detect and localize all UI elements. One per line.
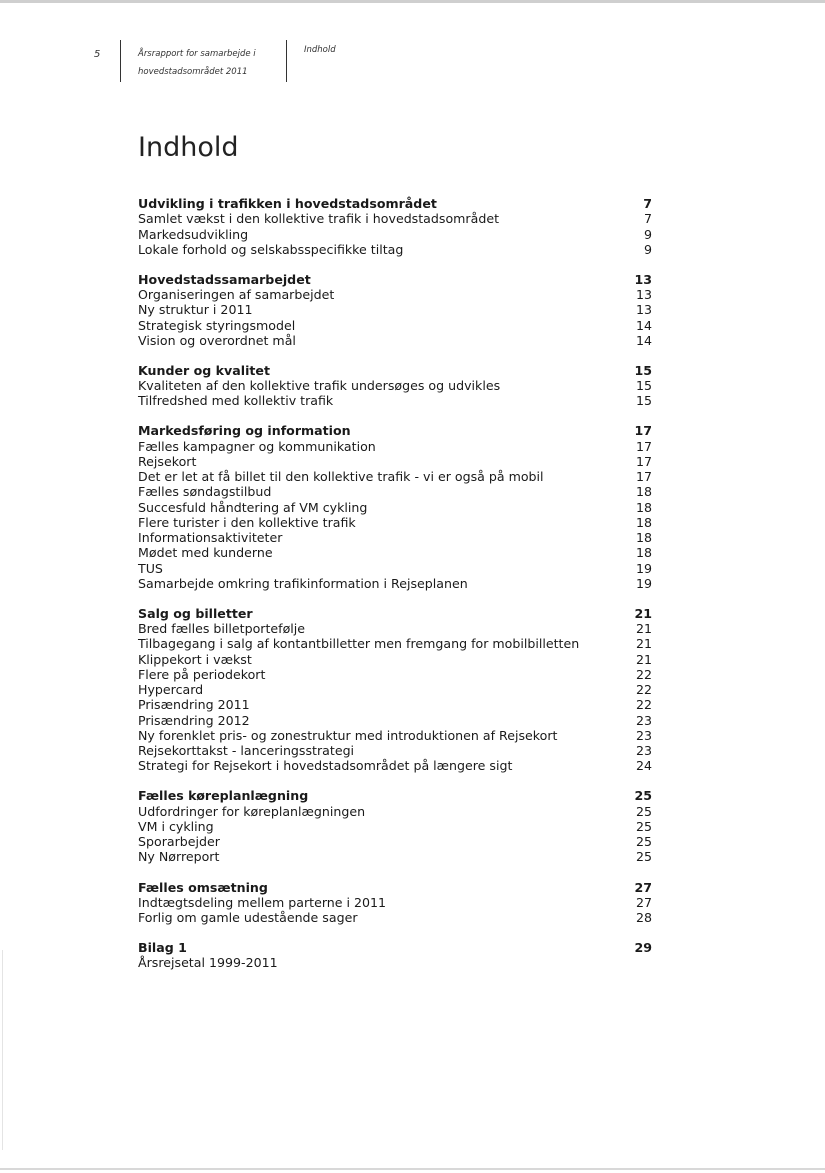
toc-entry[interactable] (138, 834, 652, 849)
toc-entry-label: Indtægtsdeling mellem parterne i 2011 (138, 894, 387, 910)
toc-entry[interactable] (138, 439, 652, 454)
toc-entry-label: Succesfuld håndtering af VM cykling (138, 499, 368, 515)
toc-entry-page: 9 (643, 241, 652, 257)
toc-entry-label: Prisændring 2012 (138, 712, 250, 728)
toc-entry-page: 18 (635, 499, 652, 515)
toc-entry[interactable] (138, 242, 652, 257)
toc-entry[interactable] (138, 211, 652, 226)
toc-entry-page: 22 (635, 697, 652, 713)
toc-entry[interactable] (138, 454, 652, 469)
toc-section-heading[interactable] (138, 363, 652, 378)
toc-section (138, 196, 652, 257)
toc-entry-page: 13 (635, 302, 652, 318)
toc-entry-label: Lokale forhold og selskabsspecifikke tiltag (138, 241, 404, 257)
toc-entry-label: Fælles kampagner og kommunikation (138, 438, 376, 454)
toc-entry[interactable] (138, 849, 652, 864)
toc-section (138, 606, 652, 774)
toc-heading-label: Udvikling i trafikken i hovedstadsområdet (138, 196, 437, 211)
toc-heading-label: Bilag 1 (138, 940, 187, 956)
toc-entry-label: Informationsaktiviteter (138, 530, 283, 546)
toc-entry-page: 9 (643, 226, 652, 242)
toc-section-heading[interactable] (138, 880, 652, 895)
toc-section (138, 788, 652, 864)
toc-entry-label: Klippekort i vækst (138, 651, 252, 667)
toc-section-heading[interactable] (138, 606, 652, 621)
toc-entry-label: Tilbagegang i salg af kontantbilletter men fremgang for mobilbilletten (138, 636, 580, 652)
toc-entry-label: TUS (138, 560, 163, 576)
toc-entry-page: 28 (635, 910, 652, 926)
toc-entry[interactable] (138, 484, 652, 499)
toc-entry[interactable] (138, 758, 652, 773)
toc-heading-page: 25 (634, 788, 652, 804)
toc-entry-label: Tilfredshed med kollektiv trafik (138, 393, 334, 409)
header-divider (286, 40, 287, 82)
toc-heading-page: 13 (634, 271, 652, 287)
toc-entry-label: Flere turister i den kollektive trafik (138, 514, 356, 530)
toc-entry[interactable] (138, 819, 652, 834)
toc-entry[interactable] (138, 318, 652, 333)
toc-heading-page: 27 (634, 879, 652, 895)
toc-heading-label: Fælles køreplanlægning (138, 788, 309, 804)
toc-heading-page: 17 (634, 423, 652, 439)
toc-entry-page: 25 (635, 834, 652, 850)
report-title-line1: Årsrapport for samarbejde i (138, 49, 256, 59)
toc-entry[interactable] (138, 545, 652, 560)
page-title: Indhold (138, 132, 239, 163)
toc-entry-label: Udfordringer for køreplanlægningen (138, 803, 366, 819)
toc-entry[interactable] (138, 393, 652, 408)
toc-section (138, 272, 652, 348)
toc-entry-label: Rejsekorttakst - lanceringsstrategi (138, 743, 355, 759)
toc-entry-label: Hypercard (138, 682, 204, 698)
toc-entry-label: Samlet vækst i den kollektive trafik i hovedstadsområdet (138, 211, 500, 227)
toc-entry-page: 27 (635, 894, 652, 910)
toc-entry-label: Flere på periodekort (138, 666, 266, 682)
scan-bottom-edge (0, 1168, 825, 1170)
toc-entry[interactable] (138, 561, 652, 576)
toc-heading-label: Salg og billetter (138, 605, 253, 621)
toc-entry[interactable] (138, 713, 652, 728)
toc-entry-label: VM i cykling (138, 818, 214, 834)
toc-entry-label: Ny struktur i 2011 (138, 302, 253, 318)
toc-entry[interactable] (138, 530, 652, 545)
toc-entry-label: Strategi for Rejsekort i hovedstadsområdet på længere sigt (138, 758, 513, 774)
toc-section-heading[interactable] (138, 788, 652, 803)
toc-entry-page: 13 (635, 287, 652, 303)
toc-entry-label: Kvaliteten af den kollektive trafik undersøges og udvikles (138, 378, 501, 394)
toc-section (138, 940, 652, 971)
toc-entry-page: 19 (635, 575, 652, 591)
toc-entry-page: 15 (635, 378, 652, 394)
toc-entry-label: Mødet med kunderne (138, 545, 273, 561)
toc-entry-page: 18 (635, 514, 652, 530)
toc-entry[interactable] (138, 743, 652, 758)
toc-entry-page: 23 (635, 712, 652, 728)
toc-entry-page: 22 (635, 666, 652, 682)
toc-section (138, 363, 652, 409)
toc-heading-page: 7 (643, 196, 652, 211)
toc-entry[interactable] (138, 652, 652, 667)
scan-left-edge (2, 950, 3, 1150)
toc-entry-page: 23 (635, 743, 652, 759)
toc-entry-label: Rejsekort (138, 453, 197, 469)
toc-entry[interactable] (138, 469, 652, 484)
toc-entry-label: Vision og overordnet mål (138, 332, 296, 348)
toc-entry-label: Prisændring 2011 (138, 697, 250, 713)
toc-entry[interactable] (138, 910, 652, 925)
toc-entry[interactable] (138, 682, 652, 697)
toc-entry[interactable] (138, 378, 652, 393)
header-divider (120, 40, 121, 82)
toc-entry[interactable] (138, 728, 652, 743)
toc-entry-page: 23 (635, 727, 652, 743)
toc-entry-page: 18 (635, 530, 652, 546)
page-number: 5 (94, 49, 101, 60)
toc-entry[interactable] (138, 667, 652, 682)
toc-entry-page: 21 (635, 651, 652, 667)
toc-section-heading[interactable] (138, 196, 652, 211)
toc-section (138, 880, 652, 926)
toc-entry-page: 25 (635, 803, 652, 819)
toc-heading-page: 21 (634, 605, 652, 621)
toc-entry[interactable] (138, 955, 652, 970)
toc-entry-page: 14 (635, 317, 652, 333)
report-title-line2: hovedstadsområdet 2011 (138, 67, 248, 77)
toc-entry-label: Organiseringen af samarbejdet (138, 287, 335, 303)
toc-entry[interactable] (138, 804, 652, 819)
toc-entry-page: 14 (635, 332, 652, 348)
toc-entry-page: 21 (635, 621, 652, 637)
toc-entry-page: 22 (635, 682, 652, 698)
toc-entry[interactable] (138, 500, 652, 515)
toc-entry-page: 17 (635, 438, 652, 454)
toc-entry[interactable] (138, 697, 652, 712)
toc-entry[interactable] (138, 227, 652, 242)
toc-entry-page: 19 (635, 560, 652, 576)
table-of-contents (138, 196, 652, 985)
toc-entry-label: Ny forenklet pris- og zonestruktur med introduktionen af Rejsekort (138, 727, 558, 743)
toc-heading-label: Markedsføring og information (138, 423, 351, 439)
toc-entry-page: 7 (643, 211, 652, 227)
toc-entry-page: 25 (635, 849, 652, 865)
toc-entry-label: Ny Nørreport (138, 849, 220, 865)
toc-entry-label: Strategisk styringsmodel (138, 317, 296, 333)
toc-entry-page: 15 (635, 393, 652, 409)
report-title (138, 45, 278, 81)
toc-entry-label: Markedsudvikling (138, 226, 249, 242)
toc-entry-page: 21 (635, 636, 652, 652)
toc-heading-label: Fælles omsætning (138, 879, 268, 895)
toc-entry[interactable] (138, 636, 652, 651)
toc-section-heading[interactable] (138, 423, 652, 438)
toc-entry-label: Bred fælles billetportefølje (138, 621, 306, 637)
scan-top-border (0, 0, 825, 3)
toc-entry-label: Det er let at få billet til den kollektive trafik - vi er også på mobil (138, 469, 544, 485)
toc-entry-label: Sporarbejder (138, 834, 220, 850)
toc-entry[interactable] (138, 895, 652, 910)
toc-heading-page: 15 (634, 362, 652, 378)
toc-entry-label: Fælles søndagstilbud (138, 484, 272, 500)
toc-entry[interactable] (138, 515, 652, 530)
toc-entry[interactable] (138, 576, 652, 591)
toc-section-heading[interactable] (138, 272, 652, 287)
toc-entry[interactable] (138, 621, 652, 636)
toc-section-heading[interactable] (138, 940, 652, 955)
toc-entry-label: Årsrejsetal 1999-2011 (138, 955, 278, 971)
toc-entry-page: 17 (635, 469, 652, 485)
toc-heading-label: Hovedstadssamarbejdet (138, 271, 311, 287)
toc-entry-page: 17 (635, 453, 652, 469)
toc-heading-page: 29 (634, 940, 652, 956)
header-section: Indhold (304, 45, 336, 55)
toc-entry-page: 24 (635, 758, 652, 774)
toc-heading-label: Kunder og kvalitet (138, 362, 270, 378)
toc-entry[interactable] (138, 287, 652, 302)
toc-entry-page: 18 (635, 545, 652, 561)
toc-section (138, 423, 652, 591)
toc-entry[interactable] (138, 333, 652, 348)
toc-entry-page: 18 (635, 484, 652, 500)
toc-entry[interactable] (138, 302, 652, 317)
toc-entry-label: Samarbejde omkring trafikinformation i Rejseplanen (138, 575, 468, 591)
toc-entry-label: Forlig om gamle udestående sager (138, 910, 358, 926)
toc-entry-page: 25 (635, 818, 652, 834)
